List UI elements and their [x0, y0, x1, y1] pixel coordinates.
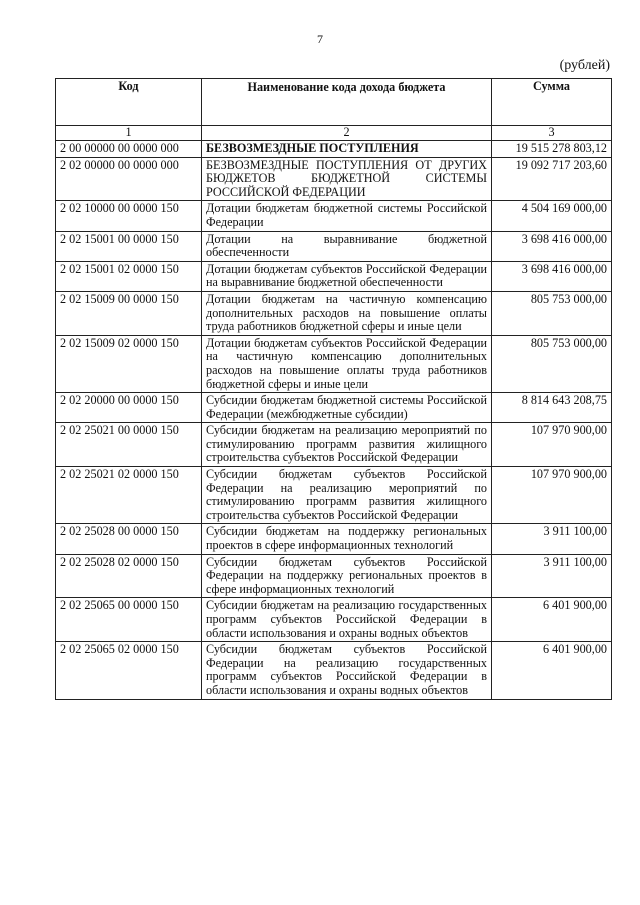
column-number: 2 — [202, 126, 492, 141]
revenue-name-cell: Дотации на выравнивание бюджетной обеспеченности — [202, 231, 492, 261]
revenue-code-cell: 2 02 15001 02 0000 150 — [56, 261, 202, 291]
table-row — [56, 141, 612, 158]
table-row — [56, 598, 612, 642]
revenue-name-cell: Субсидии бюджетам субъектов Российской Федерации на реализацию государственных программ субъектов Российской Федерации в области использования и охраны водных объектов — [202, 642, 492, 699]
table-row — [56, 157, 612, 201]
amount-cell: 3 698 416 000,00 — [492, 261, 612, 291]
revenue-code-cell: 2 02 15001 00 0000 150 — [56, 231, 202, 261]
revenue-name-cell: Субсидии бюджетам на реализацию государственных программ субъектов Российской Федерации в области использования и охраны водных объектов — [202, 598, 492, 642]
revenue-name-cell: Субсидии бюджетам на поддержку региональных проектов в сфере информационных технологий — [202, 524, 492, 554]
revenue-name-cell: Субсидии бюджетам субъектов Российской Федерации на поддержку региональных проектов в сфере информационных технологий — [202, 554, 492, 598]
revenue-code-cell: 2 02 25021 00 0000 150 — [56, 423, 202, 467]
revenue-name-cell: БЕЗВОЗМЕЗДНЫЕ ПОСТУПЛЕНИЯ ОТ ДРУГИХ БЮДЖЕТОВ БЮДЖЕТНОЙ СИСТЕМЫ РОССИЙСКОЙ ФЕДЕРАЦИИ — [202, 157, 492, 201]
amount-cell: 19 092 717 203,60 — [492, 157, 612, 201]
amount-cell: 6 401 900,00 — [492, 642, 612, 699]
table-row — [56, 642, 612, 699]
revenue-name-cell: Субсидии бюджетам субъектов Российской Федерации на реализацию мероприятий по стимулированию программ развития жилищного строительства субъектов Российской Федерации — [202, 467, 492, 524]
amount-cell: 805 753 000,00 — [492, 291, 612, 335]
table-row — [56, 335, 612, 392]
table-row — [56, 261, 612, 291]
table-header-row — [56, 79, 612, 126]
revenue-code-cell: 2 02 00000 00 0000 000 — [56, 157, 202, 201]
header-code: Код — [56, 79, 202, 126]
amount-cell: 19 515 278 803,12 — [492, 141, 612, 158]
revenue-name-cell: Дотации бюджетам субъектов Российской Федерации на частичную компенсацию дополнительных расходов на повышение оплаты труда работников бюджетной сферы и иные цели — [202, 335, 492, 392]
table-row — [56, 201, 612, 231]
table-row — [56, 423, 612, 467]
table-row — [56, 467, 612, 524]
revenue-name-cell: Дотации бюджетам на частичную компенсацию дополнительных расходов на повышение оплаты труда работников бюджетной сферы и иные цели — [202, 291, 492, 335]
budget-revenue-table — [55, 78, 612, 700]
amount-cell: 805 753 000,00 — [492, 335, 612, 392]
amount-cell: 3 911 100,00 — [492, 524, 612, 554]
amount-cell: 8 814 643 208,75 — [492, 393, 612, 423]
revenue-name-cell: Дотации бюджетам бюджетной системы Российской Федерации — [202, 201, 492, 231]
revenue-name-cell: БЕЗВОЗМЕЗДНЫЕ ПОСТУПЛЕНИЯ — [202, 141, 492, 158]
revenue-code-cell: 2 02 20000 00 0000 150 — [56, 393, 202, 423]
table-row — [56, 393, 612, 423]
table-body — [56, 141, 612, 700]
amount-cell: 3 911 100,00 — [492, 554, 612, 598]
amount-cell: 4 504 169 000,00 — [492, 201, 612, 231]
revenue-name-cell: Дотации бюджетам субъектов Российской Федерации на выравнивание бюджетной обеспеченности — [202, 261, 492, 291]
revenue-name-cell: Субсидии бюджетам на реализацию мероприятий по стимулированию программ развития жилищного строительства субъектов Российской Федерации — [202, 423, 492, 467]
table-row — [56, 291, 612, 335]
revenue-code-cell: 2 02 25028 02 0000 150 — [56, 554, 202, 598]
units-label: (рублей) — [559, 58, 610, 73]
revenue-code-cell: 2 02 15009 02 0000 150 — [56, 335, 202, 392]
revenue-code-cell: 2 02 25028 00 0000 150 — [56, 524, 202, 554]
header-sum: Сумма — [492, 79, 612, 126]
column-number: 3 — [492, 126, 612, 141]
table-row — [56, 524, 612, 554]
revenue-code-cell: 2 02 10000 00 0000 150 — [56, 201, 202, 231]
table-row — [56, 231, 612, 261]
amount-cell: 107 970 900,00 — [492, 467, 612, 524]
amount-cell: 6 401 900,00 — [492, 598, 612, 642]
revenue-code-cell: 2 02 25021 02 0000 150 — [56, 467, 202, 524]
amount-cell: 3 698 416 000,00 — [492, 231, 612, 261]
revenue-code-cell: 2 00 00000 00 0000 000 — [56, 141, 202, 158]
header-name: Наименование кода дохода бюджета — [202, 79, 492, 126]
revenue-code-cell: 2 02 25065 02 0000 150 — [56, 642, 202, 699]
page-number: 7 — [317, 32, 323, 46]
column-numbers-row — [56, 126, 612, 141]
amount-cell: 107 970 900,00 — [492, 423, 612, 467]
revenue-code-cell: 2 02 15009 00 0000 150 — [56, 291, 202, 335]
revenue-code-cell: 2 02 25065 00 0000 150 — [56, 598, 202, 642]
column-number: 1 — [56, 126, 202, 141]
revenue-name-cell: Субсидии бюджетам бюджетной системы Российской Федерации (межбюджетные субсидии) — [202, 393, 492, 423]
table-row — [56, 554, 612, 598]
